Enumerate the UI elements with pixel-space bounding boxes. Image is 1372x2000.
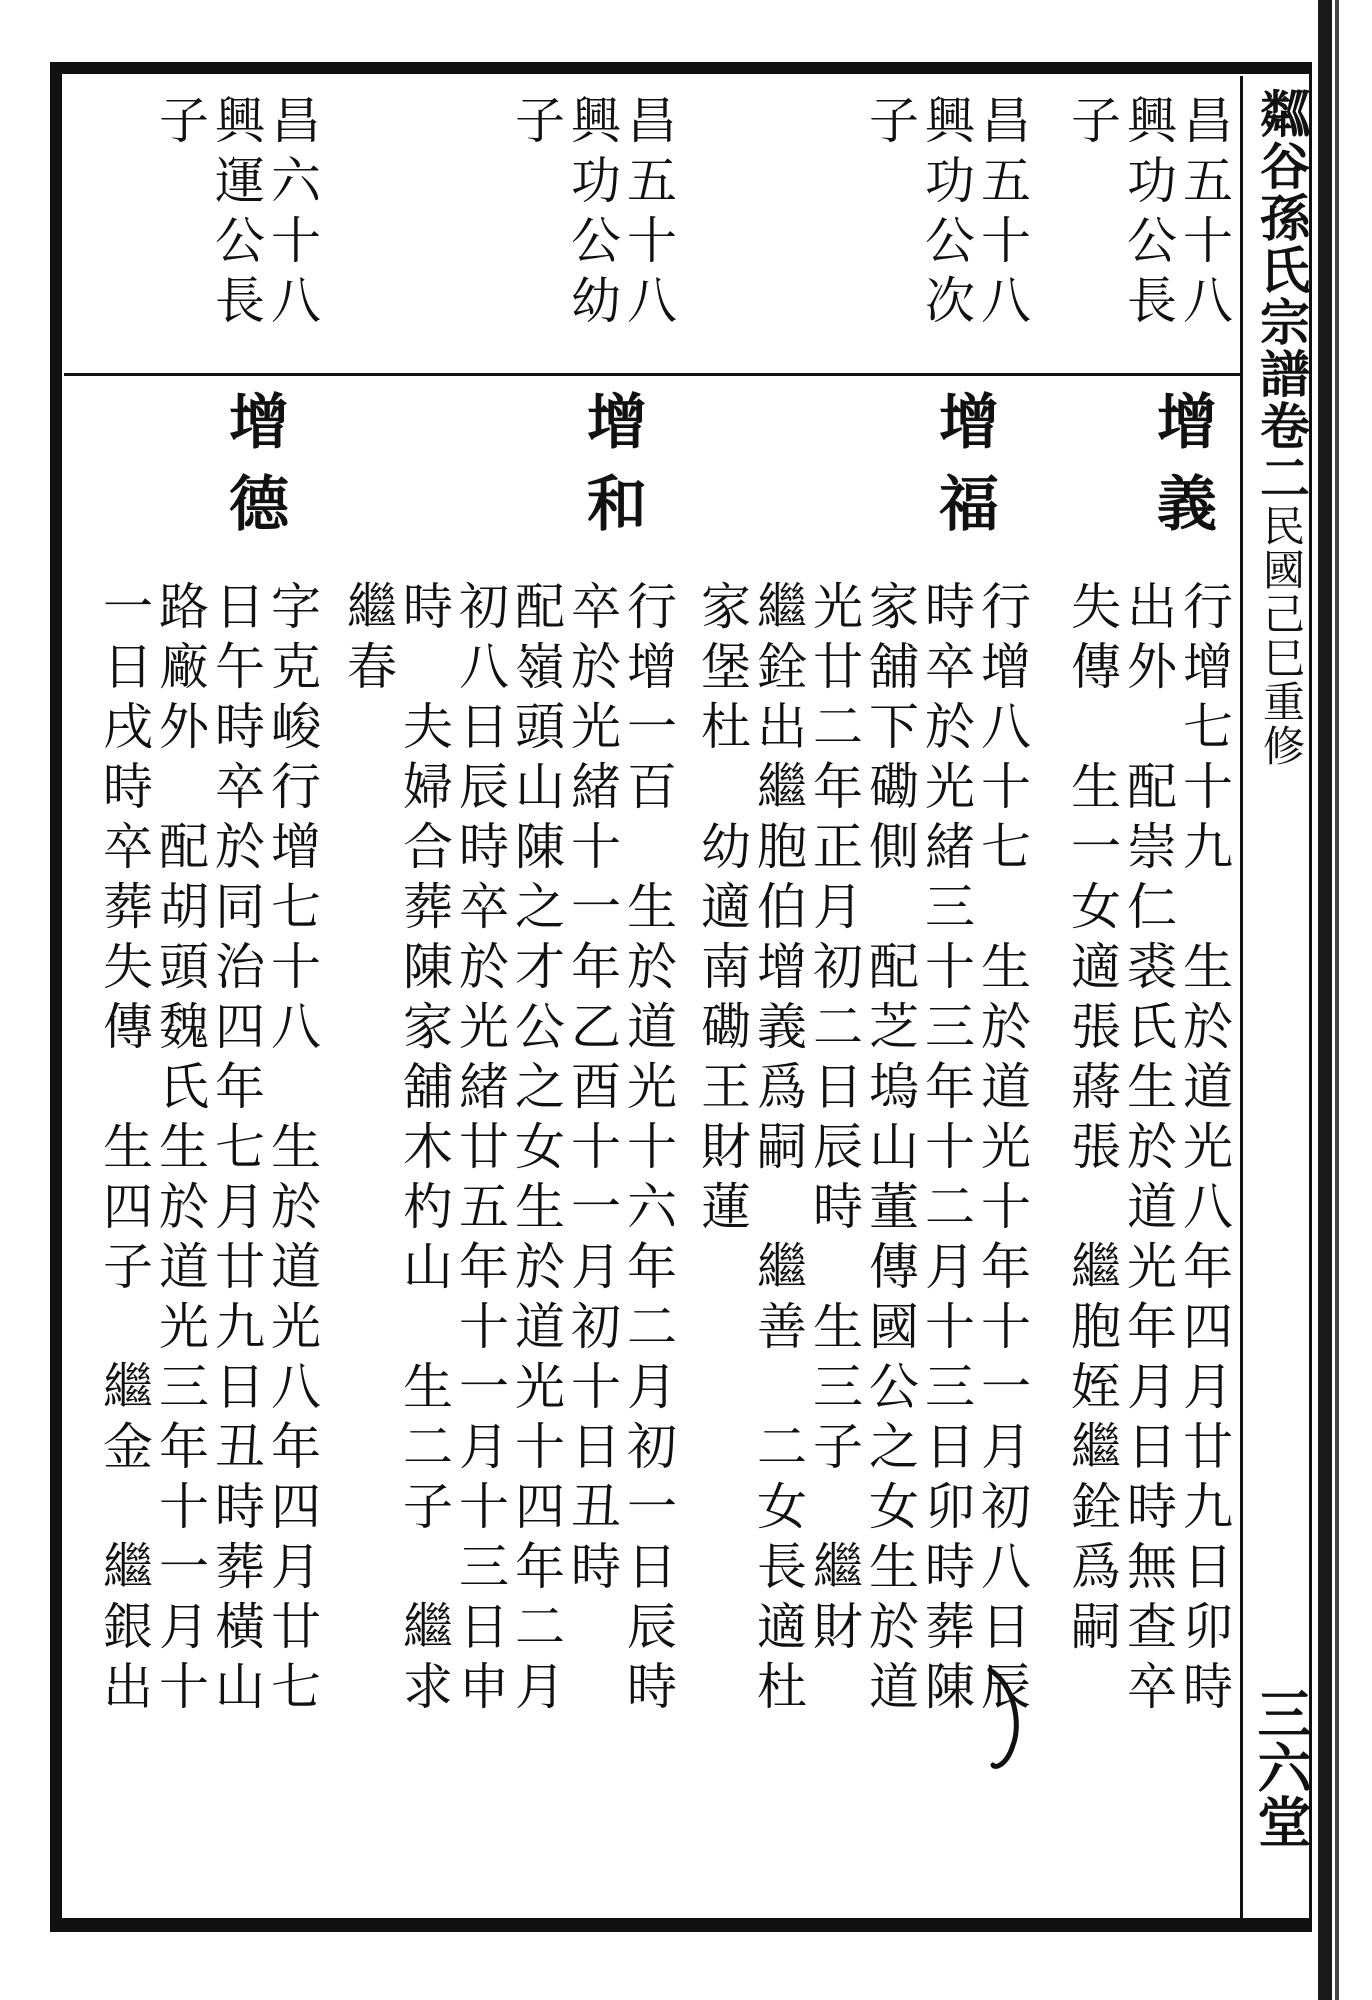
- person-name: 增和: [577, 390, 647, 554]
- father-note-line: 子: [1063, 94, 1121, 154]
- biography-line: 字克峻行增七十八 生於道光八年四月廿七: [263, 580, 321, 1720]
- biography-line: 初八日辰時卒於光緒廿五年十一月十三日申: [451, 580, 509, 1720]
- section-divider: [64, 373, 1240, 376]
- biography-line: 一日戌時卒葬失傳 生四子 繼金 繼銀出: [95, 580, 153, 1720]
- biography-line: 失傳 生一女適張蔣張 繼胞姪繼銓爲嗣: [1063, 580, 1121, 1660]
- biography-line: 卒於光緒十一年乙酉十一月初十日丑時: [563, 580, 621, 1600]
- father-note-line: 興功公長: [1119, 94, 1177, 334]
- book-title: 𥻘谷孫氏宗譜: [1252, 88, 1311, 400]
- father-note-line: 子: [507, 94, 565, 154]
- hall-text: 堂: [1249, 1794, 1313, 1848]
- biography-line: 配嶺頭山陳之才公之女生於道光十四年二月: [507, 580, 565, 1720]
- binding-edge: [1318, 0, 1332, 2000]
- volume-label: 卷二: [1252, 400, 1311, 504]
- leaf-number: [1249, 1686, 1313, 1848]
- biography-line: 行增八十七 生於道光十年十一月初八日辰: [973, 580, 1031, 1720]
- biography-line: 日午時卒於同治四年七月廿九日丑時葬橫山: [207, 580, 265, 1720]
- banxin-margin: [1240, 76, 1313, 1918]
- father-note-line: 昌五十八: [619, 94, 677, 334]
- biography-line: 繼春: [339, 580, 397, 700]
- biography-line: 家舖下磡側 配芝塢山董傳國公之女生於道: [861, 580, 919, 1720]
- father-note-line: 興功公幼: [563, 94, 621, 334]
- person-name: 增德: [219, 390, 289, 554]
- father-note-line: 昌五十八: [973, 94, 1031, 334]
- father-note-line: 興功公次: [917, 94, 975, 334]
- leaf-number-text: 三六: [1249, 1686, 1313, 1794]
- person-name: 增義: [1147, 390, 1217, 554]
- person-name: 增福: [929, 390, 999, 554]
- edition-label: 民國己巳重修: [1257, 504, 1306, 768]
- biography-line: 行增七十九 生於道光八年四月廿九日卯時: [1175, 580, 1233, 1720]
- biography-line: 行增一百 生於道光十六年二月初一日辰時: [619, 580, 677, 1720]
- biography-line: 繼銓出繼胞伯增義爲嗣 繼善 二女長適杜: [749, 580, 807, 1720]
- biography-line: 時卒於光緒三十三年十二月十三日卯時葬陳: [917, 580, 975, 1720]
- father-note-line: 興運公長: [207, 94, 265, 334]
- biography-line: 路廠外 配胡頭魏氏生於道光三年十一月十: [151, 580, 209, 1720]
- handwritten-ink-mark: [985, 1665, 1025, 1775]
- biography-line: 光廿二年正月初二日辰時 生三子 繼財: [805, 580, 863, 1660]
- biography-line: 家堡杜 幼適南磡王財蓮: [693, 580, 751, 1240]
- father-note-line: 昌六十八: [263, 94, 321, 334]
- biography-line: 時 夫婦合葬陳家舖木杓山 生二子 繼求: [395, 580, 453, 1720]
- biography-line: 出外 配崇仁裘氏生於道光年月日時無查卒: [1119, 580, 1177, 1720]
- father-note-line: 子: [861, 94, 919, 154]
- father-note-line: 昌五十八: [1175, 94, 1233, 334]
- binding-edge-shadow: [1335, 0, 1339, 2000]
- running-title: [1252, 88, 1311, 768]
- father-note-line: 子: [151, 94, 209, 154]
